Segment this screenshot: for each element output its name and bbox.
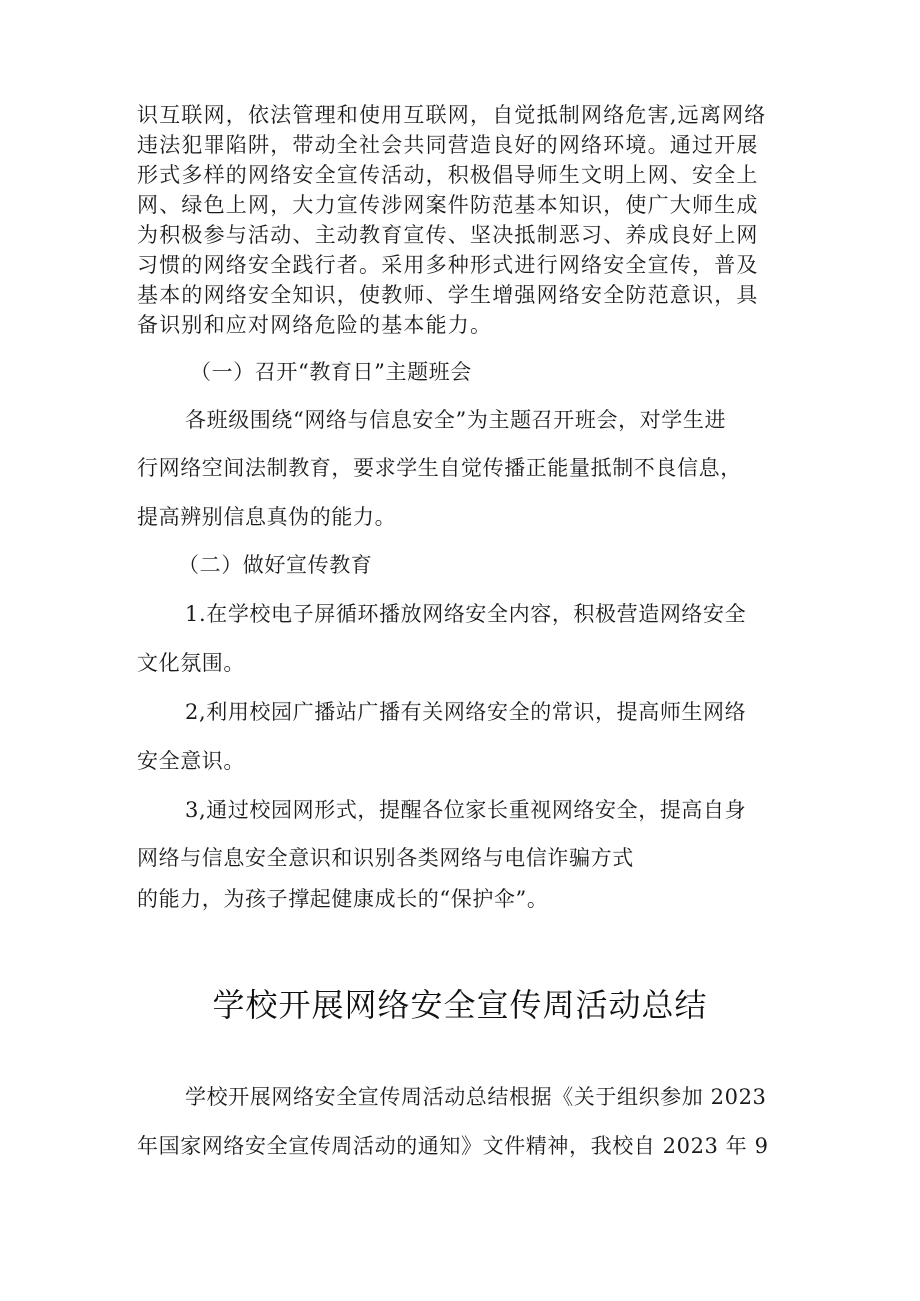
intro-line-5: 为积极参与活动、主动教育宣传、坚决抵制恶习、养成良好上网 (137, 223, 759, 247)
section1-heading: （一）召开“教育日”主题班会 (190, 360, 472, 384)
section2-heading: （二）做好宣传教育 (178, 553, 373, 577)
intro-line-2: 违法犯罪陷阱，带动全社会共同营造良好的网络环境。通过开展 (137, 133, 759, 157)
intro-line-1: 识互联网，依法管理和使用互联网，自觉抵制网络危害,远离网络 (137, 103, 767, 127)
section1-line-3: 提高辨别信息真伪的能力。 (137, 505, 397, 529)
section2-item1-line-1: 1.在学校电子屏循环播放网络安全内容，积极营造网络安全 (185, 602, 747, 626)
intro-line-7: 基本的网络安全知识，使教师、学生增强网络安全防范意识，具 (137, 283, 759, 307)
summary-title: 学校开展网络安全宣传周活动总结 (212, 986, 708, 1024)
section2-item2-line-2: 安全意识。 (137, 749, 245, 773)
intro-line-3: 形式多样的网络安全宣传活动，积极倡导师生文明上网、安全上 (137, 163, 759, 187)
section2-item3-line-2: 网络与信息安全意识和识别各类网络与电信诈骗方式 (137, 846, 634, 870)
intro-line-8: 备识别和应对网络危险的基本能力。 (137, 313, 493, 337)
summary-line-1: 学校开展网络安全宣传周活动总结根据《关于组织参加 2023 (185, 1085, 767, 1109)
section1-line-2: 行网络空间法制教育，要求学生自觉传播正能量抵制不良信息， (137, 456, 742, 480)
summary-line-2: 年国家网络安全宣传周活动的通知》文件精神，我校自 2023 年 9 (137, 1134, 769, 1158)
section2-item2-line-1: 2,利用校园广播站广播有关网络安全的常识，提高师生网络 (185, 700, 747, 724)
section2-item3-line-1: 3,通过校园网形式，提醒各位家长重视网络安全，提高自身 (185, 798, 747, 822)
section1-line-1: 各班级围绕“网络与信息安全”为主题召开班会，对学生进 (185, 408, 727, 432)
intro-line-4: 网、绿色上网，大力宣传涉网案件防范基本知识，使广大师生成 (137, 193, 759, 217)
section2-item3-line-3: 的能力，为孩子撑起健康成长的“保护伞”。 (137, 887, 549, 911)
section2-item1-line-2: 文化氛围。 (137, 651, 245, 675)
intro-line-6: 习惯的网络安全践行者。采用多种形式进行网络安全宣传，普及 (137, 253, 759, 277)
